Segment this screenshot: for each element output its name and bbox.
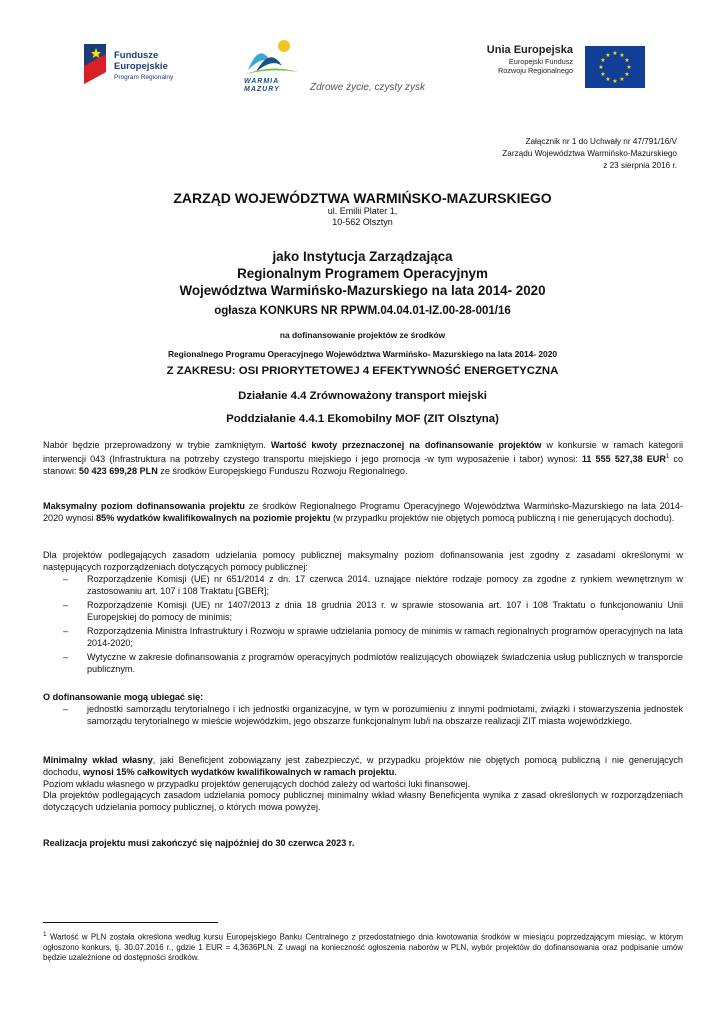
fe-line2: Europejskie <box>114 61 168 72</box>
footnote-ref: 1 <box>665 453 670 460</box>
institution-heading <box>0 248 725 299</box>
fe-line1: Fundusze <box>114 50 159 61</box>
paragraph-own-contribution <box>43 755 683 814</box>
footnote <box>43 930 683 963</box>
footnote-text: Wartość w PLN została określona według kursu Europejskiego Banku Centralnego z przedostatniego dnia kwotowania środków w miesiącu poprzedzającym miesiąc, w którym ogłoszono konkurs, tj. 30.07.2016 r., gdzie 1 EUR = 4,3636PLN. Z uwagi na konieczność ogłoszenia naborów w PLN, wybór projektów do dofinansowania oraz podpisanie umów będzie uzależnione od dostępności środków. <box>43 932 683 962</box>
p2-bold-a: Maksymalny poziom dofinansowania projektu <box>43 501 245 511</box>
inst-line2: Regionalnym Programem Operacyjnym <box>237 266 488 281</box>
wm-name-line1: WARMIA <box>244 78 280 85</box>
fe-flag-icon <box>82 42 108 86</box>
paragraph-eligible-applicants <box>43 692 683 744</box>
p1-bold-b: Wartość kwoty przeznaczonej na dofinansowanie projektów <box>270 440 542 450</box>
paragraph-state-aid <box>43 550 683 680</box>
wm-name <box>244 78 280 94</box>
svg-text:★: ★ <box>619 76 625 83</box>
scope-heading: Z ZAKRESU: OSI PRIORYTETOWEJ 4 EFEKTYWNOŚĆ ENERGETYCZNA <box>166 365 559 377</box>
annex-line1: Załącznik nr 1 do Uchwały nr 47/791/16/V <box>525 137 677 146</box>
p1-amount-eur: 11 555 527,38 EUR <box>581 453 666 464</box>
inst-line3: Województwa Warmińsko-Mazurskiego na lata 2014- 2020 <box>179 283 546 298</box>
svg-text:★: ★ <box>600 71 606 78</box>
p3-intro: Dla projektów podlegających zasadom udzielania pomocy publicznej maksymalny poziom dofinansowania jest zgodny z zasadami określonymi w następujących rozporządzeniach dotyczących pomocy publicznej: <box>43 550 683 572</box>
p1-text-e: co stanowi: <box>43 453 684 476</box>
eu-flag-icon <box>585 46 645 88</box>
paragraph-max-funding <box>43 501 683 525</box>
p1-text-g: ze środków Europejskiego Funduszu Rozwoju Regionalnego. <box>157 465 408 476</box>
p5-line1 <box>43 755 683 779</box>
paragraph-funding-amount <box>43 440 683 477</box>
p5-line3: Dla projektów podlegających zasadom udzielania pomocy publicznej minimalny wkład własny Beneficjenta wynika z zasad określonych w rozporządzeniach dotyczących udzielania pomocy publicznej, o których mowa powyżej. <box>43 790 683 813</box>
address <box>0 206 725 228</box>
p2-text-b: ze środków Regionalnego Programu Operacyjnego Województwa Warmińsko-Mazurskiego na lata 2014-2020 wynosi <box>43 501 684 523</box>
subaction-heading: Poddziałanie 4.4.1 Ekomobilny MOF (ZIT Olsztyna) <box>226 413 499 425</box>
footnote-separator <box>43 922 218 923</box>
warmia-mazury-logo <box>238 36 428 98</box>
eligible-title: O dofinansowanie mogą ubiegać się: <box>43 692 204 702</box>
svg-text:★: ★ <box>600 57 606 64</box>
action-heading: Działanie 4.4 Zrównoważony transport miejski <box>238 390 487 402</box>
list-item-text: Rozporządzenia Ministra Infrastruktury i Rozwoju w sprawie udzielania pomocy de minimis w ramach regionalnych programów operacyjnych na lata 2014-2020; <box>87 626 683 648</box>
list-dash: – <box>63 652 69 662</box>
list-item-text: Rozporządzenie Komisji (UE) nr 651/2014 z dn. 17 czerwca 2014. uznające niektóre rodzaje pomocy za zgodne z rynkiem wewnętrznym w zastosowaniu art. 107 i 108 Traktatu [GBER]; <box>87 574 683 596</box>
list-dash: – <box>63 574 69 584</box>
list-item-text: Wytyczne w zakresie dofinansowania z programów operacyjnych podmiotów realizujących obowiązek świadczenia usług publicznych w transporcie publicznym. <box>87 652 683 674</box>
svg-text:★: ★ <box>619 52 625 59</box>
p5-text-b: , jaki Beneficjent zobowiązany jest zabezpieczyć, w przypadku projektów nie objętych pomocą publiczną i nie generujących dochodu, <box>43 755 683 777</box>
p1-text-c: w konkursie w ramach kategorii interwencji 043 (Infrastruktura na potrzeby czystego transportu miejskiego i jego promocja -w tym wyposażenie i tabor) wynosi: <box>43 440 684 464</box>
wm-slogan: Zdrowe życie, czysty zysk <box>310 82 426 93</box>
competition-number: ogłasza KONKURS NR RPWM.04.04.01-IZ.00-28-001/16 <box>214 305 511 317</box>
annex-line2: Zarządu Województwa Warmińsko-Mazurskiego <box>502 149 677 158</box>
fe-line3: Program Regionalny <box>114 74 174 81</box>
annex-line3: z 23 sierpnia 2016 r. <box>603 161 677 170</box>
svg-text:★: ★ <box>626 64 632 71</box>
financing-line1: na dofinansowanie projektów ze środków <box>279 330 446 340</box>
svg-text:★: ★ <box>624 57 630 64</box>
p5-bold-a: Minimalny wkład własny <box>43 755 153 765</box>
svg-text:★: ★ <box>612 50 618 57</box>
ue-line2: Europejski Fundusz <box>508 57 573 66</box>
financing-line2: Regionalnego Programu Operacyjnego Województwa Warmińsko- Mazurskiego na lata 2014- 2020 <box>167 349 558 359</box>
fundusze-europejskie-logo <box>82 42 192 88</box>
wm-name-line2: MAZURY <box>244 86 280 93</box>
svg-text:★: ★ <box>624 71 630 78</box>
svg-text:★: ★ <box>598 64 604 71</box>
board-title: ZARZĄD WOJEWÓDZTWA WARMIŃSKO-MAZURSKIEGO <box>173 190 552 206</box>
p5-bold-c: wynosi 15% całkowitych wydatków kwalifikowalnych w ramach projektu <box>82 766 395 777</box>
p2-text-d: (w przypadku projektów nie objętych pomocą publiczną i nie generujących dochodu). <box>330 512 675 523</box>
footnote-number: 1 <box>43 931 47 938</box>
list-dash: – <box>63 600 69 610</box>
unia-europejska-logo <box>470 42 646 90</box>
fe-logo-text <box>114 50 173 83</box>
ue-logo-text <box>470 44 573 75</box>
address-street: ul. Emilii Plater 1, <box>327 206 398 216</box>
p5-line2: Poziom wkładu własnego w przypadku projektów generujących dochód zależy od wartości luki finansowej. <box>43 778 471 789</box>
inst-line1: jako Instytucja Zarządzająca <box>272 249 453 264</box>
list-dash: – <box>63 626 69 636</box>
address-city: 10-562 Olsztyn <box>332 217 393 227</box>
list-item-text: jednostki samorządu terytorialnego i ich jednostki organizacyjne, w tym w porozumieniu z innymi podmiotami, związki i stowarzyszenia jednostek samorządu terytorialnego w mieście wojewódzkim, jego obszarze funkcjonalnym lub/i na obszarze realizacji ZIT miasta wojewódzkiego. <box>87 704 683 726</box>
ue-line3: Rozwoju Regionalnego <box>497 66 573 75</box>
annex-note <box>502 136 677 172</box>
svg-text:★: ★ <box>605 76 611 83</box>
list-dash: – <box>63 704 69 714</box>
svg-text:★: ★ <box>605 52 611 59</box>
paragraph-deadline: Realizacja projektu musi zakończyć się najpóźniej do 30 czerwca 2023 r. <box>43 838 355 848</box>
p1-amount-pln: 50 423 699,28 PLN <box>78 465 158 476</box>
ue-line1: Unia Europejska <box>486 44 573 56</box>
p2-bold-c: 85% wydatków kwalifikowalnych na poziomie projektu <box>96 512 331 523</box>
warmia-mazury-emblem-icon <box>242 36 302 78</box>
p1-text-a: Nabór będzie przeprowadzony w trybie zamkniętym. <box>43 440 271 450</box>
list-item-text: Rozporządzenie Komisji (UE) nr 1407/2013 z dnia 18 grudnia 2013 r. w sprawie stosowania art. 107 i 108 Traktatu o funkcjonowaniu Unii Europejskiej do pomocy de minimis; <box>87 600 683 622</box>
svg-text:★: ★ <box>612 78 618 85</box>
p5-text-d: . <box>394 766 397 777</box>
